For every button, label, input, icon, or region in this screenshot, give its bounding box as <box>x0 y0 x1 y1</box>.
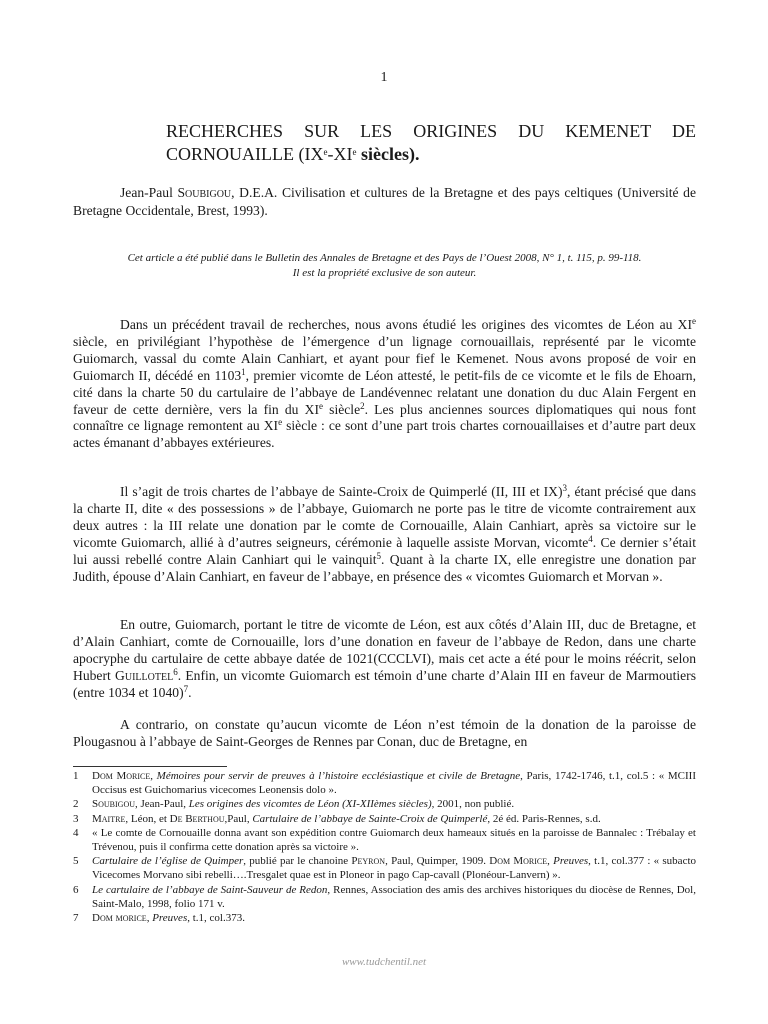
footnote-separator <box>73 766 227 767</box>
footnote-ref[interactable]: 4 <box>588 533 593 544</box>
footnote-ref[interactable]: 7 <box>183 683 189 694</box>
paragraph-text: , premier vicomte de Léon attesté, le petit-fils de ce vicomte et le fils de Ehoarn, cité dans la charte 50 du cartulaire de l’abbaye de Landévennec relatant une donation du duc Alain Fergent en faveur de cette dernière, vers la fin du XI <box>73 367 696 417</box>
footnote-work-title: Preuves <box>152 912 188 925</box>
footnote-text: , Rennes, Association des amis des archives historiques du diocèse de Rennes, Dol, Saint-Malo, 1998, folio 171 v. <box>92 883 696 910</box>
footnote-work-title: Preuves <box>553 855 589 868</box>
footnote-text: , Jean-Paul, <box>135 798 189 811</box>
footnote-ref[interactable]: 6 <box>173 666 178 677</box>
body-paragraph-1 <box>73 317 696 452</box>
superscript: e <box>278 417 283 428</box>
author-name-small-caps: Guillotel <box>115 667 174 683</box>
title-text: -XI <box>327 144 353 164</box>
author-affiliation: , D.E.A. Civilisation et cultures de la Bretagne et des pays celtiques (Université de Bretagne Occidentale, Brest, 1993). <box>73 185 696 218</box>
footnote-text: , t.1, col.373. <box>187 912 245 925</box>
footnote-text: , t.1, col.377 : « subacto Vicecomes Morvano sibi rebelli….Tresgalet quae est in Ploneor in pago Cap-cavall (Plonéour-Lanvern) ». <box>92 855 697 882</box>
footnote-number: 6 <box>73 883 79 896</box>
title-text: RECHERCHES SUR LES ORIGINES DU KEMENET DE CORNOUAILLE (IX <box>166 121 696 164</box>
publication-notice <box>73 251 696 281</box>
paragraph-text: . Les plus anciennes sources diplomatiques qui nous font connaître ce lignage remontent au XI <box>73 401 696 434</box>
footnote-2 <box>73 797 696 811</box>
body-paragraph-3 <box>73 617 696 702</box>
footnote-text: , Léon, et <box>125 812 170 825</box>
footnote-number: 4 <box>73 826 79 839</box>
title-superscript: e <box>352 147 357 157</box>
paragraph-text: siècle, en privilégiant l’hypothèse de l’émergence d’un lignage cornouaillais, représenté par le vicomte Guiomarch, vassal du comte Alain Canhiart, et ayant pour fief le Kemenet. Nous avons proposé de voir en Guiomarch II, décédé en 1103 <box>73 333 696 383</box>
footnote-5 <box>73 854 696 882</box>
footnote-number: 2 <box>73 798 79 811</box>
paragraph-text: En outre, Guiomarch, portant le titre de vicomte de Léon, est aux côtés d’Alain III, duc de Bretagne, et d’Alain Canhiart, comte de Cornouaille, lors d’une donation en faveur de l’abbaye de Redon, dans une charte apocryphe du cartulaire de cette abbaye datée de 1021(CCCLVI), mais cet acte a été pour le moins réécrit, selon Hubert <box>73 617 696 683</box>
paragraph-text: Il s’agit de trois chartes de l’abbaye de Sainte-Croix de Quimperlé (II, III et IX) <box>120 484 563 499</box>
superscript: e <box>318 400 323 411</box>
paragraph-text: , étant précisé que dans la charte II, dite « des possessions » de l’abbaye, Guiomarch ne porte pas le titre de vicomte contrairement aux deux autres : la III relate une donation par le comte de Cornouaille, Alain Canhiart, après sa victoire sur le vicomte Guiomarch, allié à d’autres seigneurs, cérémonie à laquelle assiste Morvan, vicomte <box>73 484 696 550</box>
footnote-author: Soubigou <box>92 798 136 811</box>
footnote-text: , Paris, 1742-1746, t.1, col.5 : « MCIII Occisus est Guichomarius vicecomes Leonensis dolo ». <box>92 770 696 797</box>
footnote-7 <box>73 911 696 925</box>
footnote-number: 7 <box>73 912 79 925</box>
paragraph-text: . Enfin, un vicomte Guiomarch est témoin d’une charte d’Alain III en faveur de Marmoutiers (entre 1034 et 1040) <box>73 667 696 700</box>
footnote-text: , <box>547 855 554 868</box>
footnote-text: , publié par le chanoine <box>243 855 352 868</box>
footnote-text: , <box>150 770 157 782</box>
paragraph-text: . <box>188 684 192 700</box>
footnote-work-title: Le cartulaire de l’abbaye de Saint-Sauveur de Redon <box>92 883 328 896</box>
footnote-author: Peyron <box>351 855 386 868</box>
footnote-number: 1 <box>73 770 79 782</box>
footnote-text: « Le comte de Cornouaille donna avant son expédition contre Guiomarch deux hameaux situés en la paroisse de Bannalec : Trébalay et Trévenou, puis il confirma cette donation après sa victoire ». <box>92 826 696 854</box>
footnote-ref[interactable]: 3 <box>562 483 568 493</box>
paragraph-text: . Ce dernier s’était lui aussi rebellé contre Alain Canhiart qui le vainquit <box>73 534 696 567</box>
footnote-ref[interactable]: 2 <box>360 400 365 411</box>
footnote-3 <box>73 812 696 826</box>
footnote-work-title: Mémoires pour servir de preuves à l’histoire ecclésiastique et civile de Bretagne <box>156 770 521 782</box>
footnote-text: , <box>146 912 153 925</box>
paragraph-text: . Quant à la charte IX, elle enregistre une donation par Judith, épouse d’Alain Canhiart, en faveur de l’abbaye, en présence des « vicomtes Guiomarch et Morvan ». <box>73 551 696 584</box>
footnote-work-title: Cartulaire de l’église de Quimper <box>92 855 244 868</box>
footnote-number: 3 <box>73 812 79 825</box>
notice-line-1: Cet article a été publié dans le Bulletin des Annales de Bretagne et des Pays de l’Ouest 2008, N° 1, t. 115, p. 99-118. <box>127 252 642 264</box>
footnote-number: 5 <box>73 855 79 868</box>
paragraph-text: siècle <box>322 401 361 417</box>
footnote-author: Maitre <box>92 812 126 825</box>
footnote-text: ,Paul, <box>224 812 253 825</box>
footnote-6 <box>73 883 696 911</box>
title-superscript: e <box>323 147 328 157</box>
page-number: 1 <box>380 70 388 85</box>
author-surname: Soubigou <box>177 185 232 200</box>
paragraph-text: Dans un précédent travail de recherches, nous avons étudié les origines des vicomtes de Léon au XI <box>120 317 692 332</box>
paragraph-text: A contrario, on constate qu’aucun vicomte de Léon n’est témoin de la donation de la paroisse de Plougasnou à l’abbaye de Saint-Georges de Rennes par Conan, duc de Bretagne, en <box>73 717 696 749</box>
website-footer: www.tudchentil.net <box>341 956 427 968</box>
body-paragraph-4 <box>73 717 696 751</box>
notice-line-2: Il est la propriété exclusive de son auteur. <box>292 267 477 279</box>
footnote-text: , Paul, Quimper, 1909. <box>385 855 490 868</box>
footnote-author: De Berthou <box>169 812 225 825</box>
footnote-author: Dom morice <box>92 912 147 925</box>
author-first-name: Jean-Paul <box>120 185 178 200</box>
footnote-ref[interactable]: 1 <box>241 366 246 377</box>
footnote-work-title: Les origines des vicomtes de Léon (XI-XIIèmes siècles), <box>188 798 435 811</box>
footnote-author: Dom Morice <box>489 855 548 868</box>
footnotes-list <box>73 769 696 925</box>
footnote-ref[interactable]: 5 <box>376 550 382 561</box>
footnote-text: 2001, non publié. <box>434 798 515 811</box>
footnote-1 <box>73 769 696 797</box>
author-line <box>73 184 696 220</box>
article-title <box>166 120 696 166</box>
footnote-text: , 2é éd. Paris-Rennes, s.d. <box>487 812 601 825</box>
title-text-bold: siècles). <box>356 144 420 164</box>
paragraph-text: siècle : ce sont d’une part trois chartes cornouaillaises et d’autre part deux actes émanant d’abbayes extérieures. <box>73 418 696 451</box>
body-paragraph-2 <box>73 484 696 585</box>
footnote-work-title: Cartulaire de l’abbaye de Sainte-Croix de Quimperlé <box>252 812 488 825</box>
footnote-author: Dom Morice <box>92 770 151 782</box>
footnote-4 <box>73 826 696 854</box>
superscript: e <box>692 316 696 326</box>
